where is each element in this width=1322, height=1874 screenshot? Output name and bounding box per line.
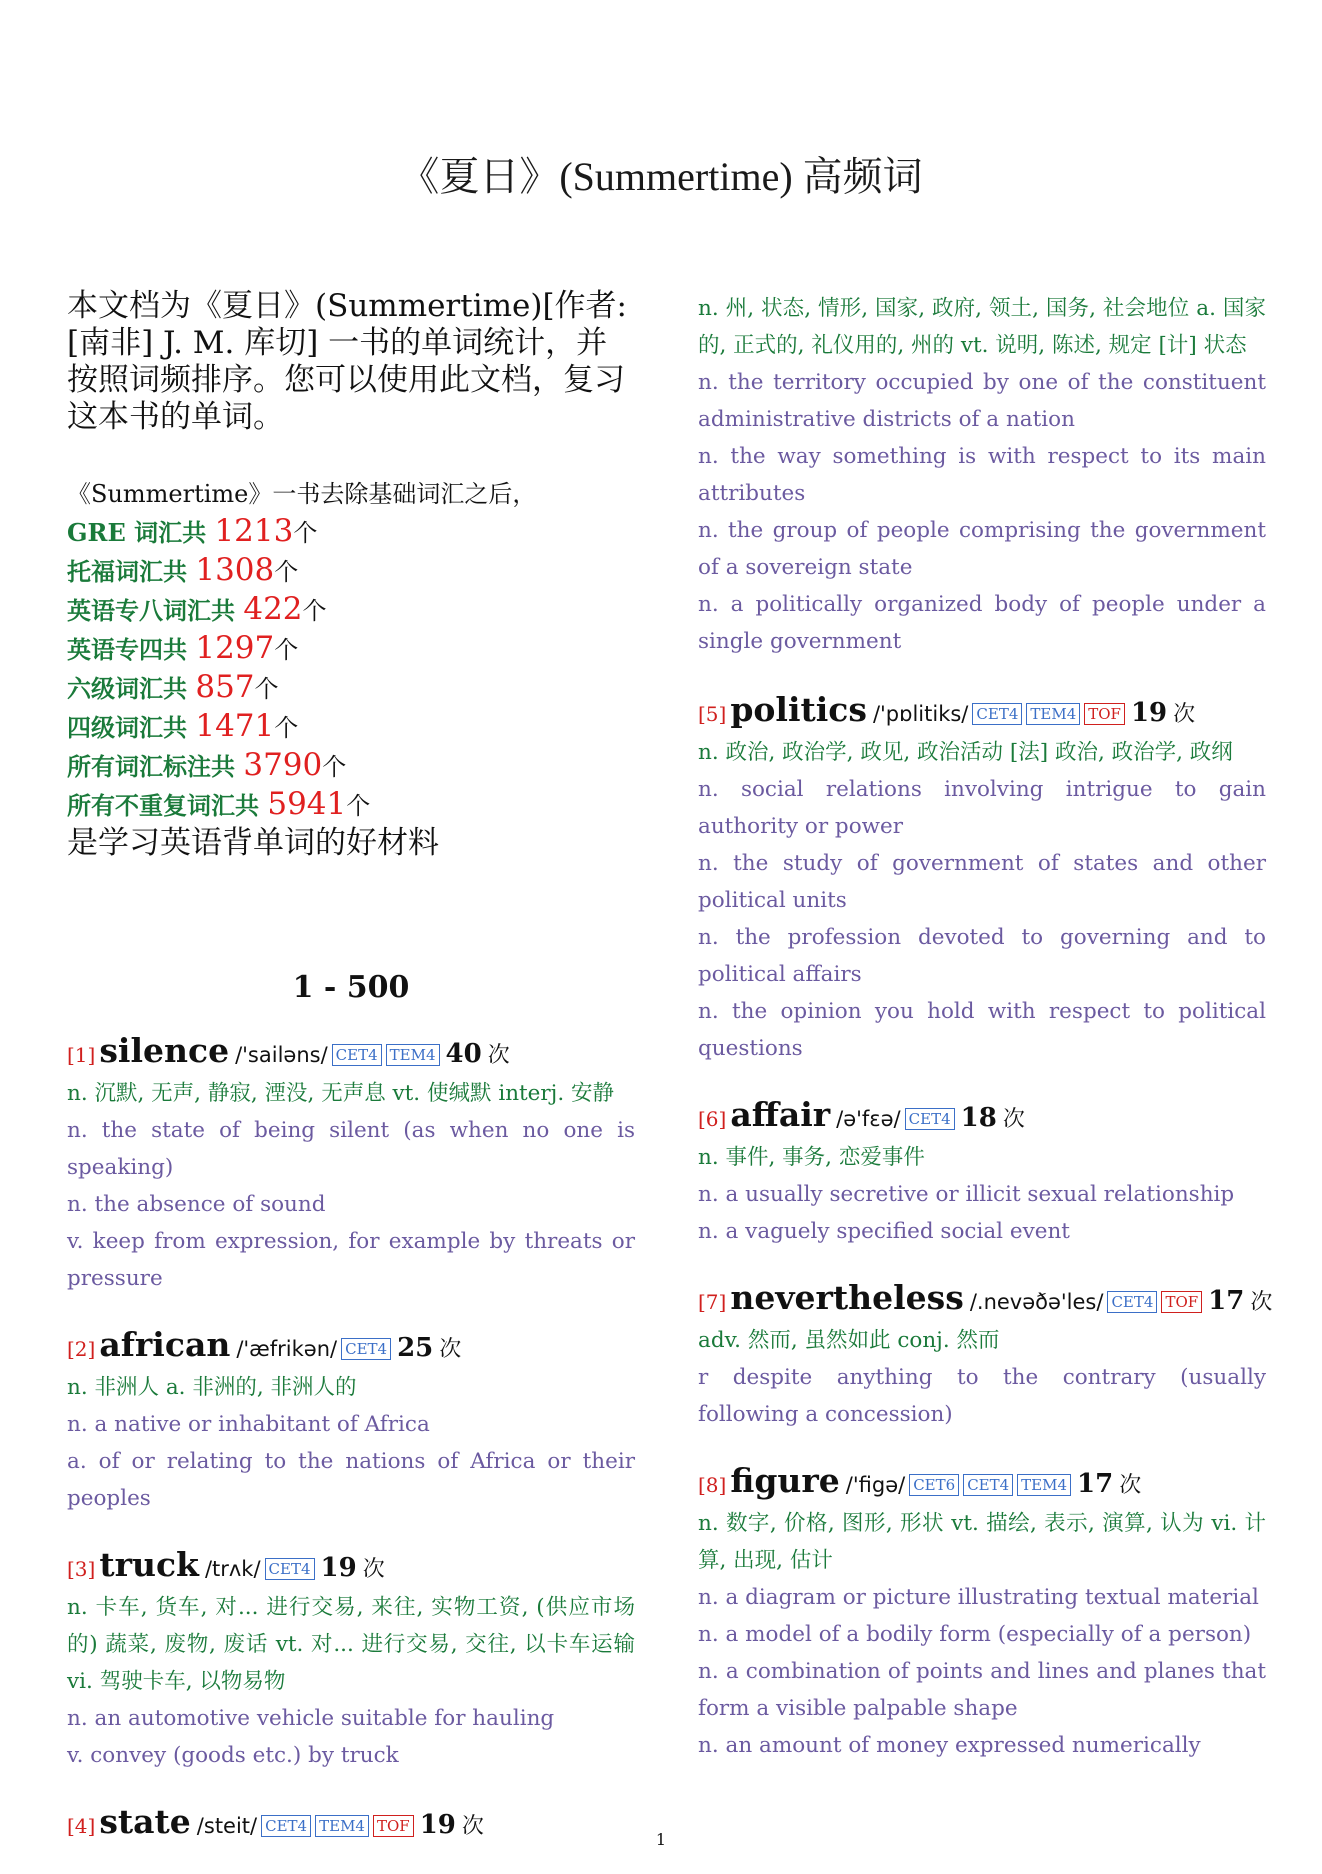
definition-en: n. the group of people comprising the government of a sovereign state <box>698 518 1266 580</box>
entry-index: [7] <box>698 1290 727 1314</box>
word-entry <box>698 690 1266 1067</box>
stat-label: 所有不重复词汇共 <box>67 791 268 820</box>
page-number: 1 <box>655 1830 667 1849</box>
definition-en: n. the state of being silent (as when no one is speaking) <box>67 1118 635 1180</box>
stat-number: 422 <box>243 591 303 627</box>
stat-line <box>67 747 635 786</box>
definition-en: n. a politically organized body of people under a single government <box>698 592 1266 654</box>
frequency-count: 40 <box>445 1039 482 1069</box>
stat-label: 英语专四共 <box>67 635 196 664</box>
frequency-count: 17 <box>1208 1286 1245 1316</box>
stat-number: 3790 <box>243 747 323 783</box>
definition-en: n. a usually secretive or illicit sexual relationship <box>698 1182 1235 1207</box>
frequency-count: 19 <box>419 1810 456 1840</box>
word-entry <box>67 1545 635 1774</box>
stat-line <box>67 708 635 747</box>
definition-en: r despite anything to the contrary (usually following a concession) <box>698 1365 1266 1427</box>
definition-en: n. a model of a bodily form (especially of a person) <box>698 1622 1252 1647</box>
definition-en: n. an automotive vehicle suitable for hauling <box>67 1706 555 1731</box>
stat-line <box>67 513 635 552</box>
stat-line <box>67 669 635 708</box>
headword: affair <box>730 1095 831 1134</box>
entry-header <box>698 1278 1273 1322</box>
definition-zh: n. 事件, 事务, 恋爱事件 <box>698 1145 925 1170</box>
level-tag: TOF <box>1161 1291 1202 1313</box>
stat-line <box>67 552 635 591</box>
stat-number: 857 <box>195 669 255 705</box>
right-entry-list <box>698 690 1273 1764</box>
definition-en: n. the territory occupied by one of the constituent administrative districts of a nation <box>698 370 1266 432</box>
frequency-count: 18 <box>960 1103 997 1133</box>
definition-en: n. a native or inhabitant of Africa <box>67 1412 430 1437</box>
word-entry <box>698 1095 1266 1250</box>
vocabulary-stats <box>67 476 635 862</box>
frequency-unit: 次 <box>362 1557 385 1582</box>
level-tag: TEM4 <box>386 1044 440 1066</box>
definition-en: n. a diagram or picture illustrating textual material <box>698 1585 1259 1610</box>
level-tag: CET4 <box>265 1558 315 1580</box>
entry-index: [8] <box>698 1473 727 1497</box>
level-tag: TEM4 <box>1017 1474 1071 1496</box>
stat-label: 托福词汇共 <box>67 557 196 586</box>
definition-en: n. the way something is with respect to its main attributes <box>698 444 1266 506</box>
left-column <box>67 288 635 1874</box>
stat-unit: 个 <box>293 519 318 547</box>
stat-number: 5941 <box>267 786 347 822</box>
headword: figure <box>730 1461 840 1500</box>
entry-header <box>67 1545 635 1589</box>
stat-line <box>67 630 635 669</box>
entry-index: [1] <box>67 1043 96 1067</box>
right-column <box>698 290 1273 1792</box>
stats-closing: 是学习英语背单词的好材料 <box>67 825 439 861</box>
stat-label: 六级词汇共 <box>67 674 196 703</box>
headword: silence <box>99 1031 230 1070</box>
phonetic: /steit/ <box>196 1814 258 1838</box>
definition-zh: n. 非洲人 a. 非洲的, 非洲人的 <box>67 1375 357 1400</box>
entry-index: [4] <box>67 1814 96 1838</box>
level-tag: CET4 <box>341 1338 391 1360</box>
intro-paragraph: 本文档为《夏日》(Summertime)[作者: [南非] J. M. 库切] 一书的单词统计，并按照词频排序。您可以使用此文档，复习这本书的单词。 <box>67 288 627 435</box>
stat-unit: 个 <box>346 792 371 820</box>
entry-header <box>698 1461 1266 1505</box>
level-tag: CET4 <box>1107 1291 1157 1313</box>
phonetic: /.nevəðə'les/ <box>969 1290 1104 1314</box>
stat-label: GRE 词汇共 <box>67 518 215 547</box>
frequency-unit: 次 <box>439 1337 462 1362</box>
state-definitions-continued <box>698 290 1266 660</box>
frequency-unit: 次 <box>487 1043 510 1068</box>
stat-unit: 个 <box>322 753 347 781</box>
phonetic: /trʌk/ <box>204 1557 261 1581</box>
stat-unit: 个 <box>274 636 299 664</box>
word-entry <box>698 1278 1273 1433</box>
frequency-unit: 次 <box>461 1814 484 1839</box>
definition-en: n. the profession devoted to governing and to political affairs <box>698 925 1266 987</box>
level-tag: CET4 <box>972 703 1022 725</box>
stat-label: 四级词汇共 <box>67 713 196 742</box>
level-tag: TEM4 <box>315 1815 369 1837</box>
stat-number: 1297 <box>195 630 275 666</box>
entry-index: [2] <box>67 1337 96 1361</box>
level-tag: CET4 <box>963 1474 1013 1496</box>
stat-unit: 个 <box>274 558 299 586</box>
headword: politics <box>730 690 867 729</box>
left-entry-list <box>67 1031 635 1846</box>
entry-header <box>67 1325 635 1369</box>
stat-number: 1213 <box>214 513 294 549</box>
phonetic: /'sailəns/ <box>235 1043 328 1067</box>
stat-unit: 个 <box>254 675 279 703</box>
definition-en: n. the absence of sound <box>67 1192 326 1217</box>
word-entry <box>67 1325 635 1517</box>
headword: nevertheless <box>730 1278 964 1317</box>
entry-header <box>698 1095 1266 1139</box>
phonetic: /'pɒlitiks/ <box>872 702 969 726</box>
stat-unit: 个 <box>302 597 327 625</box>
stat-line <box>67 591 635 630</box>
stat-label: 所有词汇标注共 <box>67 752 244 781</box>
definition-zh: n. 州, 状态, 情形, 国家, 政府, 领土, 国务, 社会地位 a. 国家的, 正式的, 礼仪用的, 州的 vt. 说明, 陈述, 规定 [计] 状态 <box>698 296 1266 358</box>
definition-zh: n. 卡车, 货车, 对... 进行交易, 来往, 实物工资, (供应市场的) 蔬菜, 废物, 废话 vt. 对... 进行交易, 交往, 以卡车运输 vi. 驾驶卡车, 以物易物 <box>67 1595 635 1694</box>
definition-en: n. a vaguely specified social event <box>698 1219 1070 1244</box>
definition-en: n. the study of government of states and other political units <box>698 851 1266 913</box>
definition-en: n. the opinion you hold with respect to political questions <box>698 999 1266 1061</box>
definition-zh: n. 沉默, 无声, 静寂, 湮没, 无声息 vt. 使缄默 interj. 安静 <box>67 1081 615 1106</box>
headword: truck <box>99 1545 199 1584</box>
frequency-unit: 次 <box>1173 702 1196 727</box>
headword: state <box>99 1802 191 1841</box>
frequency-unit: 次 <box>1119 1473 1142 1498</box>
level-tag: TOF <box>373 1815 414 1837</box>
definition-en: n. a combination of points and lines and planes that form a visible palpable shape <box>698 1659 1266 1721</box>
definition-en: n. social relations involving intrigue to gain authority or power <box>698 777 1266 839</box>
level-tag: TOF <box>1084 703 1125 725</box>
definition-en: a. of or relating to the nations of Africa or their peoples <box>67 1449 635 1511</box>
definition-zh: n. 数字, 价格, 图形, 形状 vt. 描绘, 表示, 演算, 认为 vi. 计算, 出现, 估计 <box>698 1511 1266 1573</box>
frequency-count: 19 <box>1130 698 1168 728</box>
entry-header <box>698 690 1266 734</box>
stats-list <box>67 513 635 825</box>
entry-index: [3] <box>67 1557 96 1581</box>
entry-index: [6] <box>698 1107 727 1131</box>
frequency-unit: 次 <box>1250 1290 1273 1315</box>
word-entry <box>67 1031 635 1297</box>
stat-unit: 个 <box>274 714 299 742</box>
headword: african <box>99 1325 231 1364</box>
entry-header <box>67 1031 635 1075</box>
page-title: 《夏日》(Summertime) 高频词 <box>399 154 923 199</box>
frequency-count: 17 <box>1077 1469 1114 1499</box>
stats-lead: 《Summertime》一书去除基础词汇之后， <box>67 480 537 508</box>
phonetic: /'figə/ <box>845 1473 906 1497</box>
entry-index: [5] <box>698 702 727 726</box>
section-heading: 1 - 500 <box>292 970 410 1005</box>
definition-en: n. an amount of money expressed numerically <box>698 1733 1201 1758</box>
stat-number: 1308 <box>195 552 275 588</box>
definition-zh: adv. 然而, 虽然如此 conj. 然而 <box>698 1328 1000 1353</box>
level-tag: TEM4 <box>1026 703 1080 725</box>
word-entry <box>698 1461 1266 1764</box>
stat-label: 英语专八词汇共 <box>67 596 244 625</box>
level-tag: CET6 <box>909 1474 959 1496</box>
phonetic: /'æfrikən/ <box>236 1337 338 1361</box>
stat-line <box>67 786 635 825</box>
definition-en: v. convey (goods etc.) by truck <box>67 1743 399 1768</box>
stat-number: 1471 <box>195 708 275 744</box>
frequency-count: 19 <box>320 1553 357 1583</box>
level-tag: CET4 <box>332 1044 382 1066</box>
phonetic: /ə'fɛə/ <box>836 1107 901 1131</box>
definition-en: v. keep from expression, for example by threats or pressure <box>67 1229 635 1291</box>
frequency-count: 25 <box>397 1333 434 1363</box>
level-tag: CET4 <box>261 1815 311 1837</box>
level-tag: CET4 <box>905 1108 955 1130</box>
frequency-unit: 次 <box>1002 1107 1025 1132</box>
definition-zh: n. 政治, 政治学, 政见, 政治活动 [法] 政治, 政治学, 政纲 <box>698 740 1233 765</box>
